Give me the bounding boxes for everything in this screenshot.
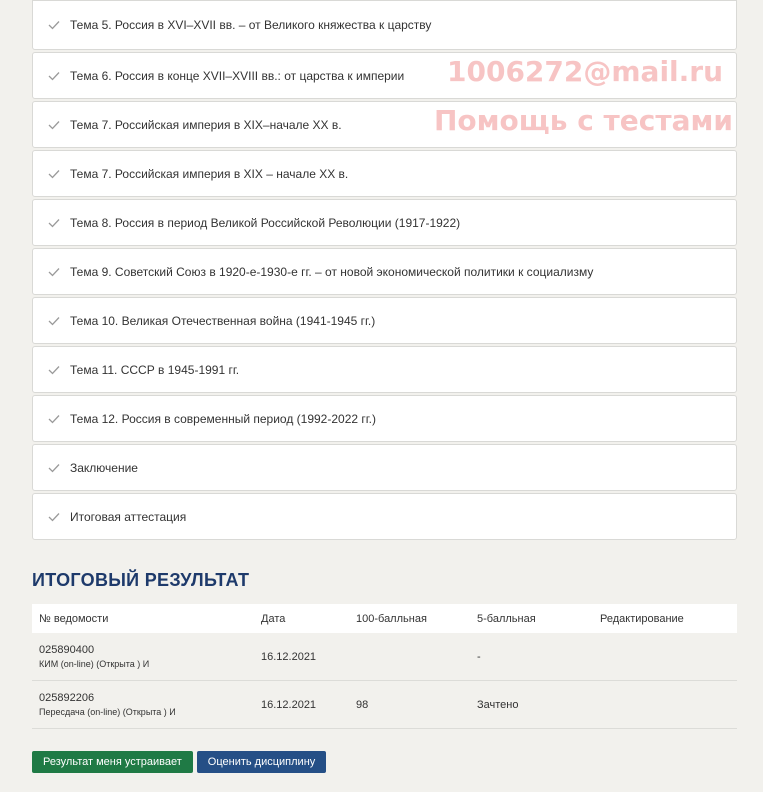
check-icon — [47, 510, 61, 524]
topic-item[interactable] — [32, 444, 737, 491]
check-icon — [47, 461, 61, 475]
cell-score5: - — [477, 650, 481, 663]
topic-item[interactable] — [32, 0, 737, 50]
statement-type: КИМ (on-line) (Открыта ) И — [39, 659, 150, 669]
topic-label: Тема 5. Россия в XVI–XVII вв. – от Великого княжества к царству — [70, 18, 432, 32]
col-score5-header: 5-балльная — [477, 612, 536, 625]
cell-score5: Зачтено — [477, 698, 519, 711]
cell-number — [32, 692, 254, 717]
table-row — [32, 681, 737, 729]
table-header — [32, 604, 737, 633]
check-icon — [47, 314, 61, 328]
watermark-email: 1006272@mail.ru — [447, 55, 724, 88]
watermark-text: Помощь с тестами — [434, 104, 733, 137]
topic-label: Итоговая аттестация — [70, 509, 187, 524]
topic-label: Тема 9. Советский Союз в 1920-е-1930-е гг. – от новой экономической политики к социализму — [70, 264, 594, 279]
col-date-header: Дата — [261, 612, 286, 625]
col-score100-header: 100-балльная — [356, 612, 427, 625]
check-icon — [47, 118, 61, 132]
topic-label: Тема 12. Россия в современный период (1992-2022 гг.) — [70, 411, 376, 426]
topic-item[interactable] — [32, 346, 737, 393]
action-buttons — [32, 751, 326, 773]
results-table — [32, 604, 737, 729]
cell-date: 16.12.2021 — [261, 650, 317, 663]
topic-item[interactable] — [32, 493, 737, 540]
topic-item[interactable] — [32, 199, 737, 246]
cell-date: 16.12.2021 — [261, 698, 317, 711]
accept-result-button[interactable]: Результат меня устраивает — [32, 751, 193, 773]
result-title: ИТОГОВЫЙ РЕЗУЛЬТАТ — [32, 570, 250, 590]
check-icon — [47, 18, 61, 32]
topic-item[interactable] — [32, 150, 737, 197]
statement-number: 025892206 — [39, 692, 95, 704]
col-edit-header: Редактирование — [600, 612, 684, 625]
topic-label: Тема 8. Россия в период Великой Российской Революции (1917-1922) — [70, 215, 461, 230]
topic-label: Тема 7. Российская империя в XIX–начале XX в. — [70, 117, 342, 132]
topic-label: Тема 6. Россия в конце XVII–XVIII вв.: от царства к империи — [70, 68, 405, 83]
rate-discipline-button[interactable]: Оценить дисциплину — [197, 751, 327, 773]
statement-type: Пересдача (on-line) (Открыта ) И — [39, 707, 176, 717]
topic-item[interactable] — [32, 395, 737, 442]
check-icon — [47, 167, 61, 181]
topic-label: Тема 7. Российская империя в XIX – начале XX в. — [70, 166, 349, 181]
cell-number — [32, 644, 254, 669]
check-icon — [47, 69, 61, 83]
statement-number: 025890400 — [39, 644, 95, 656]
check-icon — [47, 265, 61, 279]
check-icon — [47, 412, 61, 426]
check-icon — [47, 363, 61, 377]
topic-item[interactable] — [32, 297, 737, 344]
check-icon — [47, 216, 61, 230]
topic-label: Тема 11. СССР в 1945-1991 гг. — [70, 362, 240, 377]
topic-item[interactable] — [32, 248, 737, 295]
cell-score100: 98 — [356, 698, 369, 711]
table-row — [32, 633, 737, 681]
topic-label: Заключение — [70, 460, 138, 475]
topic-label: Тема 10. Великая Отечественная война (1941-1945 гг.) — [70, 313, 376, 328]
col-number-header: № ведомости — [39, 612, 109, 625]
